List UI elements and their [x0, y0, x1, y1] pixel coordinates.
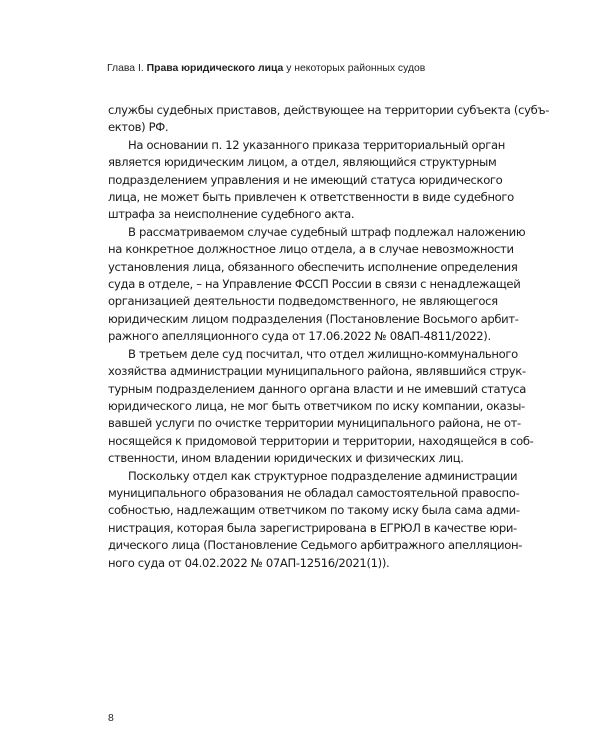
paragraph-3 — [108, 224, 526, 346]
chapter-title-rest: у некоторых районных судов — [286, 63, 426, 74]
text-line: юридического лица, не мог быть ответчиком по иску компании, оказы- — [108, 398, 525, 413]
page-number: 8 — [108, 713, 114, 724]
text-line: В рассматриваемом случае судебный штраф подлежал наложению — [128, 224, 526, 239]
text-line: Поскольку отдел как структурное подразделение администрации — [128, 468, 518, 483]
text-line: является юридическим лицом, а отдел, являющийся структурным — [108, 155, 497, 170]
text-line: подразделением управления и не имеющий статуса юридического — [108, 172, 503, 187]
text-line: турным подразделением данного органа власти и не имевший статуса — [108, 381, 526, 396]
paragraph-2 — [108, 137, 514, 224]
running-header — [107, 62, 507, 76]
text-line: ражного апелляционного суда от 17.06.2022 № 08АП-4811/2022). — [108, 329, 491, 344]
paragraph-1 — [108, 102, 550, 137]
text-line: суда в отделе, – на Управление ФССП России в связи с ненадлежащей — [108, 277, 521, 292]
chapter-title-bold: Права юридического лица — [146, 63, 284, 74]
text-line: установления лица, обязанного обеспечить исполнение определения — [108, 259, 518, 274]
text-line: на конкретное должностное лицо отдела, а в случае невозможности — [108, 242, 514, 257]
text-line: лица, не может быть привлечен к ответственности в виде судебного — [108, 190, 514, 205]
text-line: ектов) РФ. — [108, 120, 169, 135]
text-line: На основании п. 12 указанного приказа территориальный орган — [128, 137, 505, 152]
text-line: В третьем деле суд посчитал, что отдел жилищно-коммунального — [128, 346, 518, 361]
paragraph-5 — [108, 468, 523, 572]
text-line: собностью, надлежащим ответчиком по такому иску была сама адми- — [108, 503, 520, 518]
text-line: юридическим лицом подразделения (Постановление Восьмого арбит- — [108, 311, 519, 326]
text-line: нистрация, которая была зарегистрирована в ЕГРЮЛ в качестве юри- — [108, 520, 517, 535]
text-line: хозяйства администрации муниципального района, являвшийся струк- — [108, 364, 526, 379]
body-text — [108, 102, 550, 572]
chapter-label: Глава I. — [107, 63, 144, 74]
text-line: дического лица (Постановление Седьмого арбитражного апелляцион- — [108, 538, 523, 553]
text-line: носящейся к придомовой территории и территории, находящейся в соб- — [108, 433, 534, 448]
paragraph-4 — [108, 346, 534, 468]
text-line: ного суда от 04.02.2022 № 07АП-12516/2021(1)). — [108, 555, 390, 570]
text-line: муниципального образования не обладал самостоятельной правоспо- — [108, 485, 520, 500]
text-line: службы судебных приставов, действующее на территории субъекта (субъ- — [108, 103, 550, 117]
text-line: вавшей услуги по очистке территории муниципального района, не от- — [108, 416, 521, 431]
text-line: штрафа за неисполнение судебного акта. — [108, 207, 355, 222]
text-line: ственности, ином владении юридических и физических лиц. — [108, 451, 464, 466]
text-line: организацией деятельности подведомственного, не являющегося — [108, 294, 498, 309]
